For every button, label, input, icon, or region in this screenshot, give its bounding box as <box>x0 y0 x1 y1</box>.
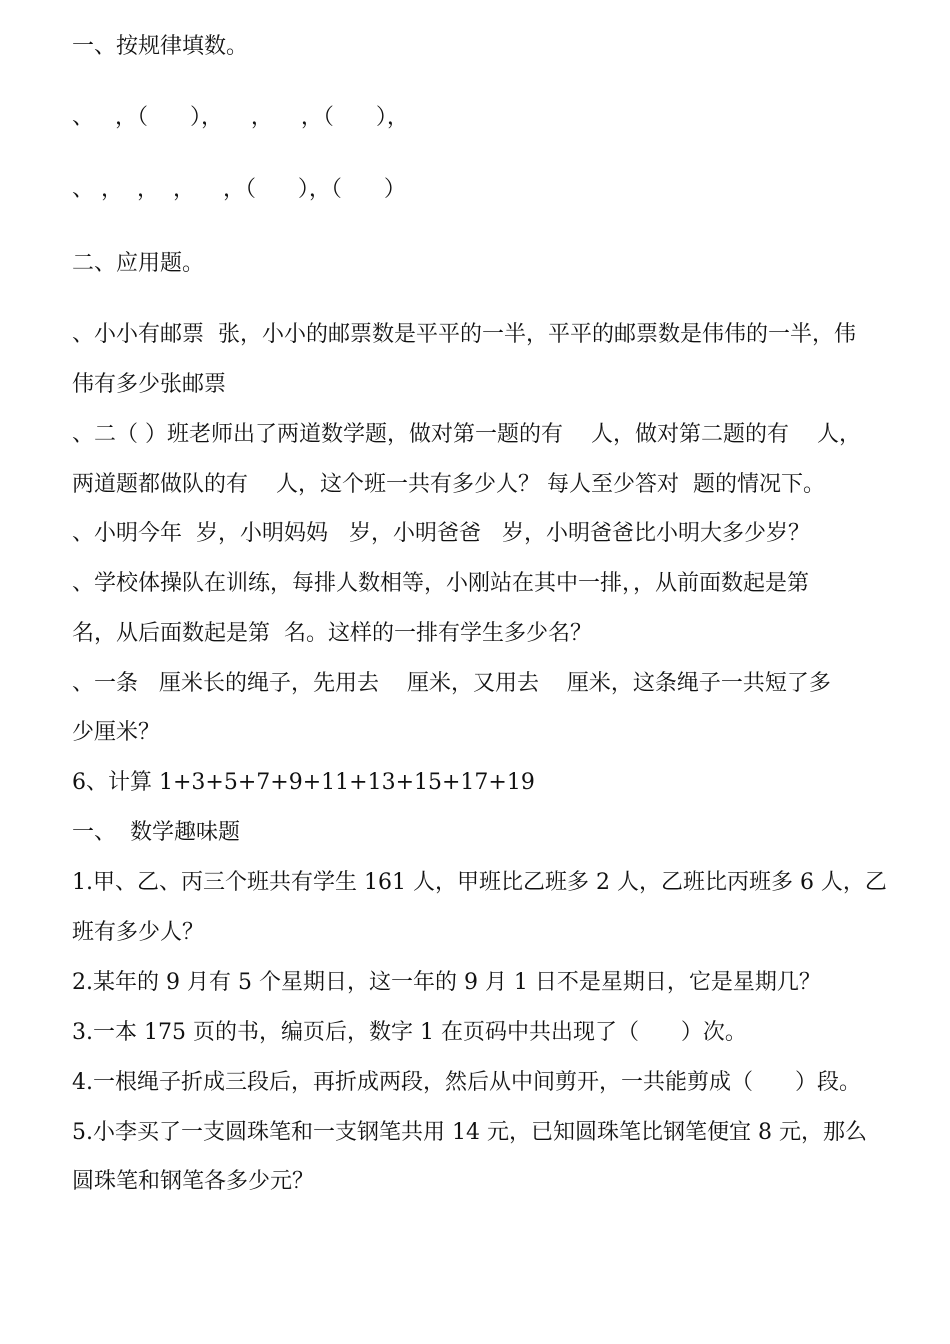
word-problem-5-line-2: 少厘米？ <box>72 720 161 745</box>
fun-problem-4-line-1: 4.一根绳子折成三段后，再折成两段，然后从中间剪开，一共能剪成（ ）段。 <box>72 1070 861 1095</box>
word-problem-1-line-1: 、小小有邮票 张，小小的邮票数是平平的一半，平平的邮票数是伟伟的一半，伟 <box>72 322 856 347</box>
fun-problem-2-line-1: 2.某年的 9 月有 5 个星期日，这一年的 9 月 1 日不是星期日，它是星期几？ <box>72 970 821 995</box>
word-problem-2-line-2: 两道题都做队的有 人，这个班一共有多少人？ 每人至少答对 题的情况下。 <box>72 472 825 497</box>
fun-problem-5-line-1: 5.小李买了一支圆珠笔和一支钢笔共用 14 元，已知圆珠笔比钢笔便宜 8 元，那么 <box>72 1120 867 1145</box>
section-title-word-problems: 二、应用题。 <box>72 251 205 276</box>
word-problem-1-line-2: 伟有多少张邮票 <box>72 372 227 397</box>
word-problem-6-line-1: 6、计算 1+3+5+7+9+11+13+15+17+19 <box>72 770 535 795</box>
word-problem-5-line-1: 、一条 厘米长的绳子，先用去 厘米，又用去 厘米，这条绳子一共短了多 <box>72 671 831 696</box>
fun-problem-3-line-1: 3.一本 175 页的书，编页后，数字 1 在页码中共出现了（ ）次。 <box>72 1020 747 1045</box>
word-problem-2-line-1: 、二（ ）班老师出了两道数学题，做对第一题的有 人，做对第二题的有 人， <box>72 422 861 447</box>
pattern-sequence-2: 、 ， ， ， ，（ ），（ ） <box>72 177 406 202</box>
fun-problem-1-line-1: 1.甲、乙、丙三个班共有学生 161 人，甲班比乙班多 2 人，乙班比丙班多 6 人，乙 <box>72 870 887 895</box>
fun-problem-1-line-2: 班有多少人？ <box>72 920 205 945</box>
word-problem-4-line-2: 名，从后面数起是第 名。这样的一排有学生多少名？ <box>72 621 592 646</box>
word-problem-3-line-1: 、小明今年 岁，小明妈妈 岁，小明爸爸 岁，小明爸爸比小明大多少岁？ <box>72 521 810 546</box>
pattern-sequence-1: 、 ，（ ）， ， ，（ ）， <box>72 105 409 130</box>
section-title-fill-pattern: 一、按规律填数。 <box>72 34 249 59</box>
section-title-fun-math: 一、 数学趣味题 <box>72 820 240 845</box>
fun-problem-5-line-2: 圆珠笔和钢笔各多少元？ <box>72 1169 315 1194</box>
word-problem-4-line-1: 、学校体操队在训练，每排人数相等，小刚站在其中一排，，从前面数起是第 <box>72 571 810 596</box>
